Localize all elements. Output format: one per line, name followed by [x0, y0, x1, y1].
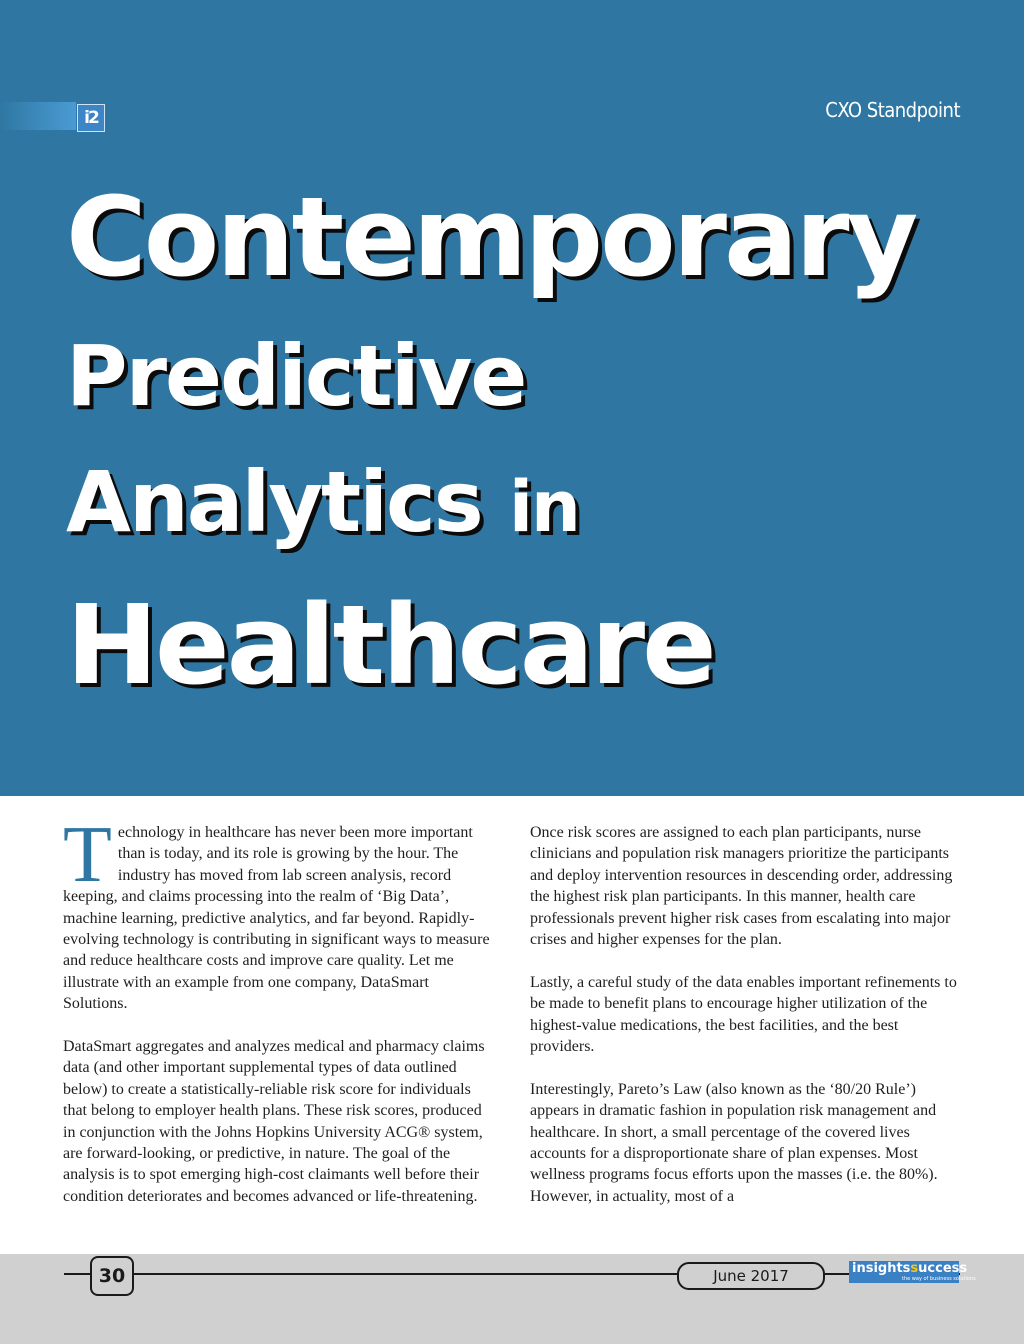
paragraph: Lastly, a careful study of the data enables important refinements to be made to benefit plans to encourage higher utilization of the highest-value medications, the best facilities, and the best providers. — [530, 973, 957, 1056]
section-label: CXO Standpoint — [825, 98, 960, 122]
paragraph: Interestingly, Pareto’s Law (also known as the ‘80/20 Rule’) appears in dramatic fashion in population risk management and healthcare. In short, a small percentage of the covered lives accounts for a disproportionate share of plan expenses. Most wellness programs focus efforts upon the masses (i.e. the 80%). However, in actuality, most of a — [530, 1080, 938, 1205]
brand-text-part1: insights — [852, 1261, 911, 1276]
paragraph: DataSmart aggregates and analyzes medical and pharmacy claims data (and other important supplemental types of data outlined below) to create a statistically-reliable risk score for individuals that belong to employer health plans. These risk scores, produced in conjunction with the Johns Hopkins University ACG® system, are forward-looking, or predictive, in nature. The goal of the analysis is to spot emerging high-cost claimants well before their condition deteriorates and becomes advanced or life-threatening. — [63, 1038, 485, 1205]
page-number: 30 — [90, 1256, 134, 1296]
paragraph-text: echnology in healthcare has never been more important than is today, and its role is growing by the hour. The industry has moved from lab screen analysis, record keeping, and claims processing into the realm of ‘Big Data’, machine learning, predictive analytics, and far beyond. Rapidly-evolving technology is contributing in significant ways to measure and reduce healthcare costs and improve care quality. Let me illustrate with an example from one company, DataSmart Solutions. — [63, 824, 490, 1013]
drop-cap: T — [63, 811, 112, 899]
footer-rule — [64, 1273, 960, 1275]
article-column-left — [63, 811, 491, 1229]
title-line-2: Predictive — [66, 327, 526, 425]
brand-tagline: the way of business solutions — [902, 1276, 976, 1282]
title-line-3-small: in — [509, 466, 579, 548]
issue-date: June 2017 — [677, 1262, 825, 1290]
accent-bar — [0, 102, 76, 130]
magazine-logo-icon: i2 — [77, 104, 105, 132]
title-line-3 — [66, 453, 579, 551]
paragraph: Once risk scores are assigned to each plan participants, nurse clinicians and population risk managers prioritize the participants and deploy intervention resources in descending order, addressing the highest risk plan participants. In this manner, health care professionals prevent higher risk cases from escalating into major crises and higher expenses for the plan. — [530, 824, 953, 949]
paragraph — [63, 811, 491, 1015]
brand-text-part2: uccess — [918, 1261, 968, 1276]
title-line-3-main: Analytics — [66, 453, 482, 551]
title-line-1: Contemporary — [66, 173, 916, 301]
title-line-4: Healthcare — [66, 581, 714, 709]
article-column-right — [530, 822, 958, 1229]
brand-letter: s — [910, 1261, 919, 1276]
